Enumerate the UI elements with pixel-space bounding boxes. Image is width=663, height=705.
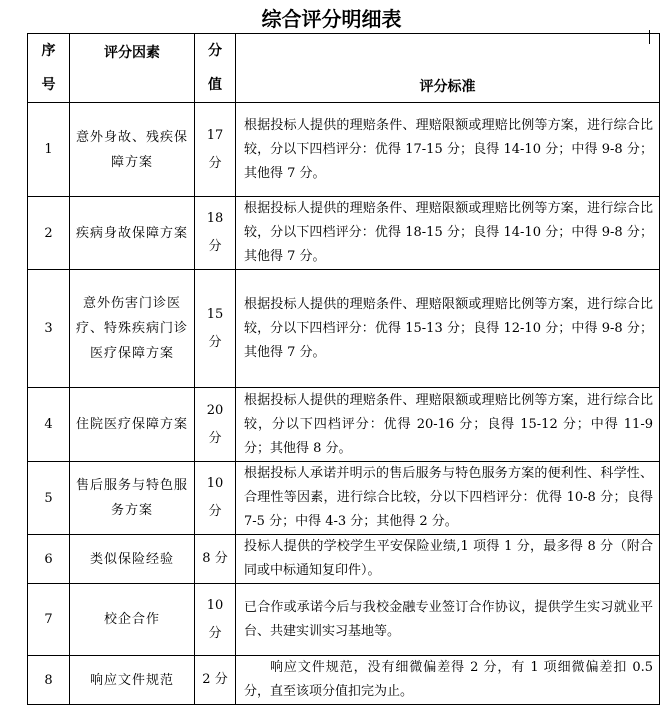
row-factor: 疾病身故保障方案 bbox=[70, 197, 195, 270]
row-value-unit: 分 bbox=[208, 334, 222, 350]
row-standard: 根据投标人提供的理赔条件、理赔限额或理赔比例等方案，进行综合比较，分以下四档评分：优得 20-16 分；良得 15-12 分；中得 11-9 分；其他得 8 分。 bbox=[236, 388, 660, 462]
row-value-unit: 分 bbox=[208, 239, 222, 254]
row-standard: 根据投标人提供的理赔条件、理赔限额或理赔比例等方案，进行综合比较，分以下四档评分：优得 18-15 分；良得 14-10 分；中得 9-8 分；其他得 7 分。 bbox=[236, 197, 660, 270]
row-value bbox=[195, 197, 236, 270]
row-seq: 6 bbox=[28, 535, 70, 584]
row-value bbox=[195, 656, 236, 705]
row-factor: 意外身故、残疾保障方案 bbox=[70, 103, 195, 197]
row-value-unit: 分 bbox=[208, 155, 222, 171]
row-seq: 1 bbox=[28, 103, 70, 197]
row-factor: 意外伤害门诊医疗、特殊疾病门诊医疗保障方案 bbox=[70, 270, 195, 388]
row-seq: 7 bbox=[28, 584, 70, 656]
row-value-number: 8 分 bbox=[202, 551, 228, 566]
row-value-number: 2 分 bbox=[202, 672, 228, 687]
table-row bbox=[28, 535, 660, 584]
table-row bbox=[28, 656, 660, 705]
row-factor: 类似保险经验 bbox=[70, 535, 195, 584]
header-value-line1: 分 bbox=[208, 43, 222, 59]
row-value-number: 10 bbox=[206, 597, 224, 613]
row-seq: 2 bbox=[28, 197, 70, 270]
row-value-unit: 分 bbox=[208, 625, 222, 641]
row-factor: 售后服务与特色服务方案 bbox=[70, 462, 195, 535]
row-value bbox=[195, 103, 236, 197]
row-factor: 校企合作 bbox=[70, 584, 195, 656]
page-title: 综合评分明细表 bbox=[261, 7, 402, 31]
row-value bbox=[195, 535, 236, 584]
row-value-unit: 分 bbox=[208, 504, 222, 519]
table-row bbox=[28, 270, 660, 388]
header-factor: 评分因素 bbox=[70, 34, 195, 103]
row-seq: 3 bbox=[28, 270, 70, 388]
row-value-number: 10 bbox=[206, 476, 224, 491]
table-row bbox=[28, 197, 660, 270]
row-value-number: 17 bbox=[206, 127, 224, 143]
row-value-number: 15 bbox=[206, 306, 224, 322]
table-row bbox=[28, 388, 660, 462]
header-seq bbox=[28, 34, 70, 103]
table-row bbox=[28, 584, 660, 656]
row-value bbox=[195, 270, 236, 388]
row-standard: 根据投标人提供的理赔条件、理赔限额或理赔比例等方案，进行综合比较，分以下四档评分：优得 15-13 分；良得 12-10 分；中得 9-8 分；其他得 7 分。 bbox=[236, 270, 660, 388]
row-seq: 5 bbox=[28, 462, 70, 535]
table-row bbox=[28, 103, 660, 197]
row-standard: 根据投标人提供的理赔条件、理赔限额或理赔比例等方案，进行综合比较，分以下四档评分：优得 17-15 分；良得 14-10 分；中得 9-8 分；其他得 7 分。 bbox=[236, 103, 660, 197]
row-value-unit: 分 bbox=[208, 430, 222, 446]
header-value-line2: 值 bbox=[208, 77, 222, 93]
header-standard: 评分标准 bbox=[236, 34, 660, 103]
table-row bbox=[28, 462, 660, 535]
row-value bbox=[195, 388, 236, 462]
score-table bbox=[27, 33, 660, 705]
row-standard: 根据投标人承诺并明示的售后服务与特色服务方案的便利性、科学性、合理性等因素，进行综合比较，分以下四档评分：优得 10-8 分；良得 7-5 分；中得 4-3 分；其他得 2 分。 bbox=[236, 462, 660, 535]
row-standard: 已合作或承诺今后与我校金融专业签订合作协议，提供学生实习就业平台、共建实训实习基地等。 bbox=[236, 584, 660, 656]
header-value bbox=[195, 34, 236, 103]
row-standard: 响应文件规范，没有细微偏差得 2 分，有 1 项细微偏差扣 0.5 分，直至该项分值扣完为止。 bbox=[236, 656, 660, 705]
header-seq-line2: 号 bbox=[41, 77, 56, 93]
row-value bbox=[195, 462, 236, 535]
row-standard: 投标人提供的学校学生平安保险业绩,1 项得 1 分，最多得 8 分（附合同或中标通知复印件）。 bbox=[236, 535, 660, 584]
row-factor: 响应文件规范 bbox=[70, 656, 195, 705]
row-seq: 8 bbox=[28, 656, 70, 705]
header-row bbox=[28, 34, 660, 103]
row-value bbox=[195, 584, 236, 656]
row-factor: 住院医疗保障方案 bbox=[70, 388, 195, 462]
header-seq-line1: 序 bbox=[41, 43, 56, 59]
row-value-number: 20 bbox=[206, 402, 224, 418]
row-value-number: 18 bbox=[206, 211, 224, 226]
row-seq: 4 bbox=[28, 388, 70, 462]
